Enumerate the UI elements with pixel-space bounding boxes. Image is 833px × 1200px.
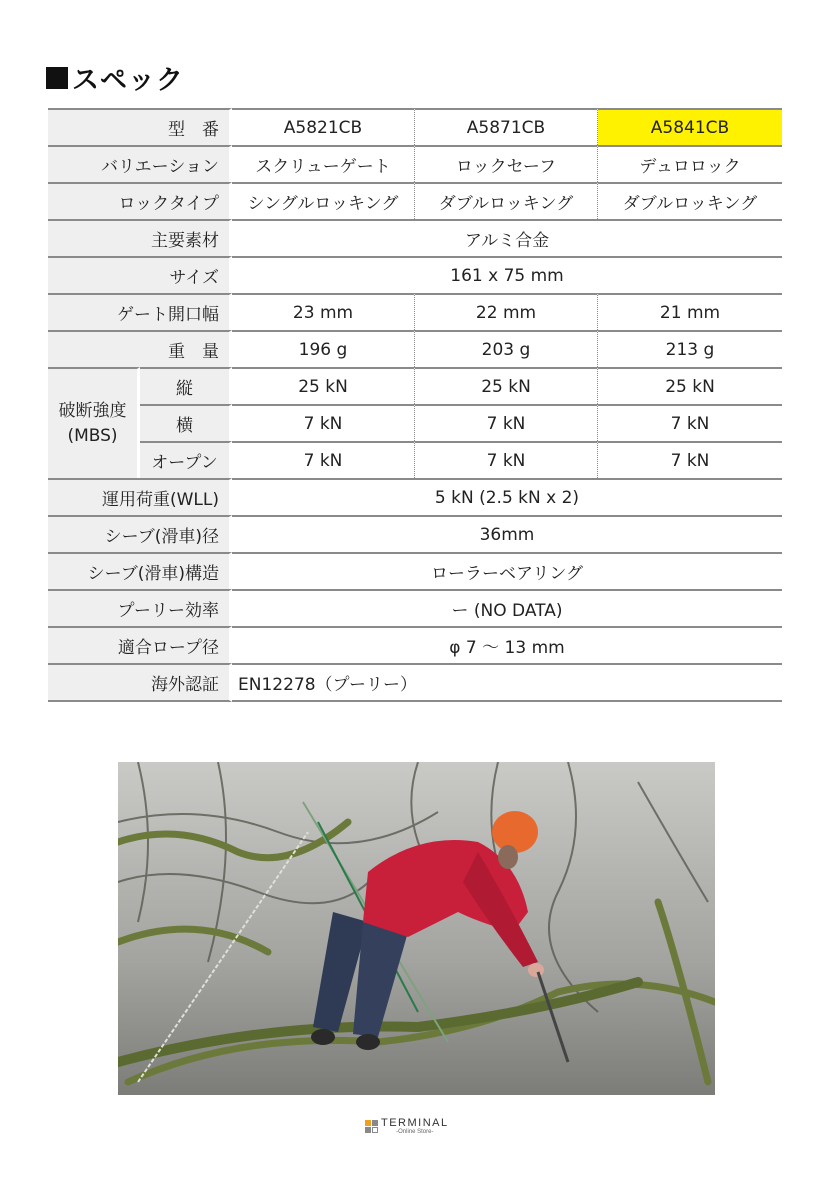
table-row-mbs-open	[48, 441, 782, 478]
logo-sub-text: -Online Store-	[396, 1129, 434, 1135]
logo-main-text: TERMINAL	[381, 1117, 449, 1129]
cell-value: 22 mm	[415, 293, 598, 330]
row-label: プーリー効率	[48, 589, 232, 626]
cell-value: 7 kN	[415, 441, 598, 478]
section-title-text: スペック	[72, 65, 184, 96]
cell-value: ダブルロッキング	[415, 182, 598, 219]
cell-value: φ 7 ～ 13 mm	[232, 626, 782, 663]
row-sublabel: 横	[140, 404, 232, 441]
table-row-variation	[48, 145, 782, 182]
table-row-gate-opening	[48, 293, 782, 330]
cell-value: 196 g	[232, 330, 415, 367]
black-square-icon	[46, 67, 68, 89]
cell-value: 25 kN	[232, 367, 415, 404]
cell-value: シングルロッキング	[232, 182, 415, 219]
cell-value: 21 mm	[598, 293, 782, 330]
mbs-group-label	[48, 367, 140, 478]
cell-value: ー (NO DATA)	[232, 589, 782, 626]
row-label: バリエーション	[48, 145, 232, 182]
row-label: サイズ	[48, 256, 232, 293]
table-row-sheave-diameter	[48, 515, 782, 552]
cell-value: 7 kN	[232, 441, 415, 478]
logo-squares-icon	[365, 1120, 378, 1133]
cell-value: 25 kN	[415, 367, 598, 404]
cell-value: 5 kN (2.5 kN x 2)	[232, 478, 782, 515]
mbs-label-line1: 破断強度	[58, 400, 127, 421]
cell-value: 25 kN	[598, 367, 782, 404]
table-row-certification	[48, 663, 782, 702]
cell-value: 7 kN	[232, 404, 415, 441]
cell-value: EN12278（プーリー）	[232, 663, 782, 702]
cell-value: 23 mm	[232, 293, 415, 330]
spec-table	[48, 108, 782, 702]
row-label: 海外認証	[48, 663, 232, 702]
table-row-size	[48, 256, 782, 293]
cell-value: アルミ合金	[232, 219, 782, 256]
cell-value: A5871CB	[415, 108, 598, 145]
row-label: 主要素材	[48, 219, 232, 256]
cell-value: 7 kN	[415, 404, 598, 441]
arborist-photo	[118, 762, 715, 1095]
row-sublabel: 縦	[140, 367, 232, 404]
cell-value: ダブルロッキング	[598, 182, 782, 219]
table-row-rope-diameter	[48, 626, 782, 663]
table-row-pulley-efficiency	[48, 589, 782, 626]
table-row-lock-type	[48, 182, 782, 219]
cell-value: 203 g	[415, 330, 598, 367]
table-row-mbs-horizontal	[48, 404, 782, 441]
table-row-weight	[48, 330, 782, 367]
row-label: ロックタイプ	[48, 182, 232, 219]
cell-value: 36mm	[232, 515, 782, 552]
cell-value: 7 kN	[598, 404, 782, 441]
row-label: 型 番	[48, 108, 232, 145]
cell-value: 213 g	[598, 330, 782, 367]
table-row-sheave-structure	[48, 552, 782, 589]
row-label: シーブ(滑車)構造	[48, 552, 232, 589]
mbs-label-line2: (MBS)	[67, 425, 118, 446]
row-label: 重 量	[48, 330, 232, 367]
terminal-logo	[365, 1118, 449, 1135]
row-sublabel: オープン	[140, 441, 232, 478]
cell-value: 161 x 75 mm	[232, 256, 782, 293]
row-label: 適合ロープ径	[48, 626, 232, 663]
cell-value: 7 kN	[598, 441, 782, 478]
highlighted-model-cell: A5841CB	[598, 108, 782, 145]
cell-value: ローラーベアリング	[232, 552, 782, 589]
table-row-model	[48, 108, 782, 145]
cell-value: スクリューゲート	[232, 145, 415, 182]
cell-value: A5821CB	[232, 108, 415, 145]
cell-value: ロックセーフ	[415, 145, 598, 182]
row-label: シーブ(滑車)径	[48, 515, 232, 552]
section-title	[46, 58, 184, 97]
row-label: 運用荷重(WLL)	[48, 478, 232, 515]
table-row-material	[48, 219, 782, 256]
row-label: ゲート開口幅	[48, 293, 232, 330]
table-row-mbs-vertical	[48, 367, 782, 404]
table-row-wll	[48, 478, 782, 515]
cell-value: デュロロック	[598, 145, 782, 182]
